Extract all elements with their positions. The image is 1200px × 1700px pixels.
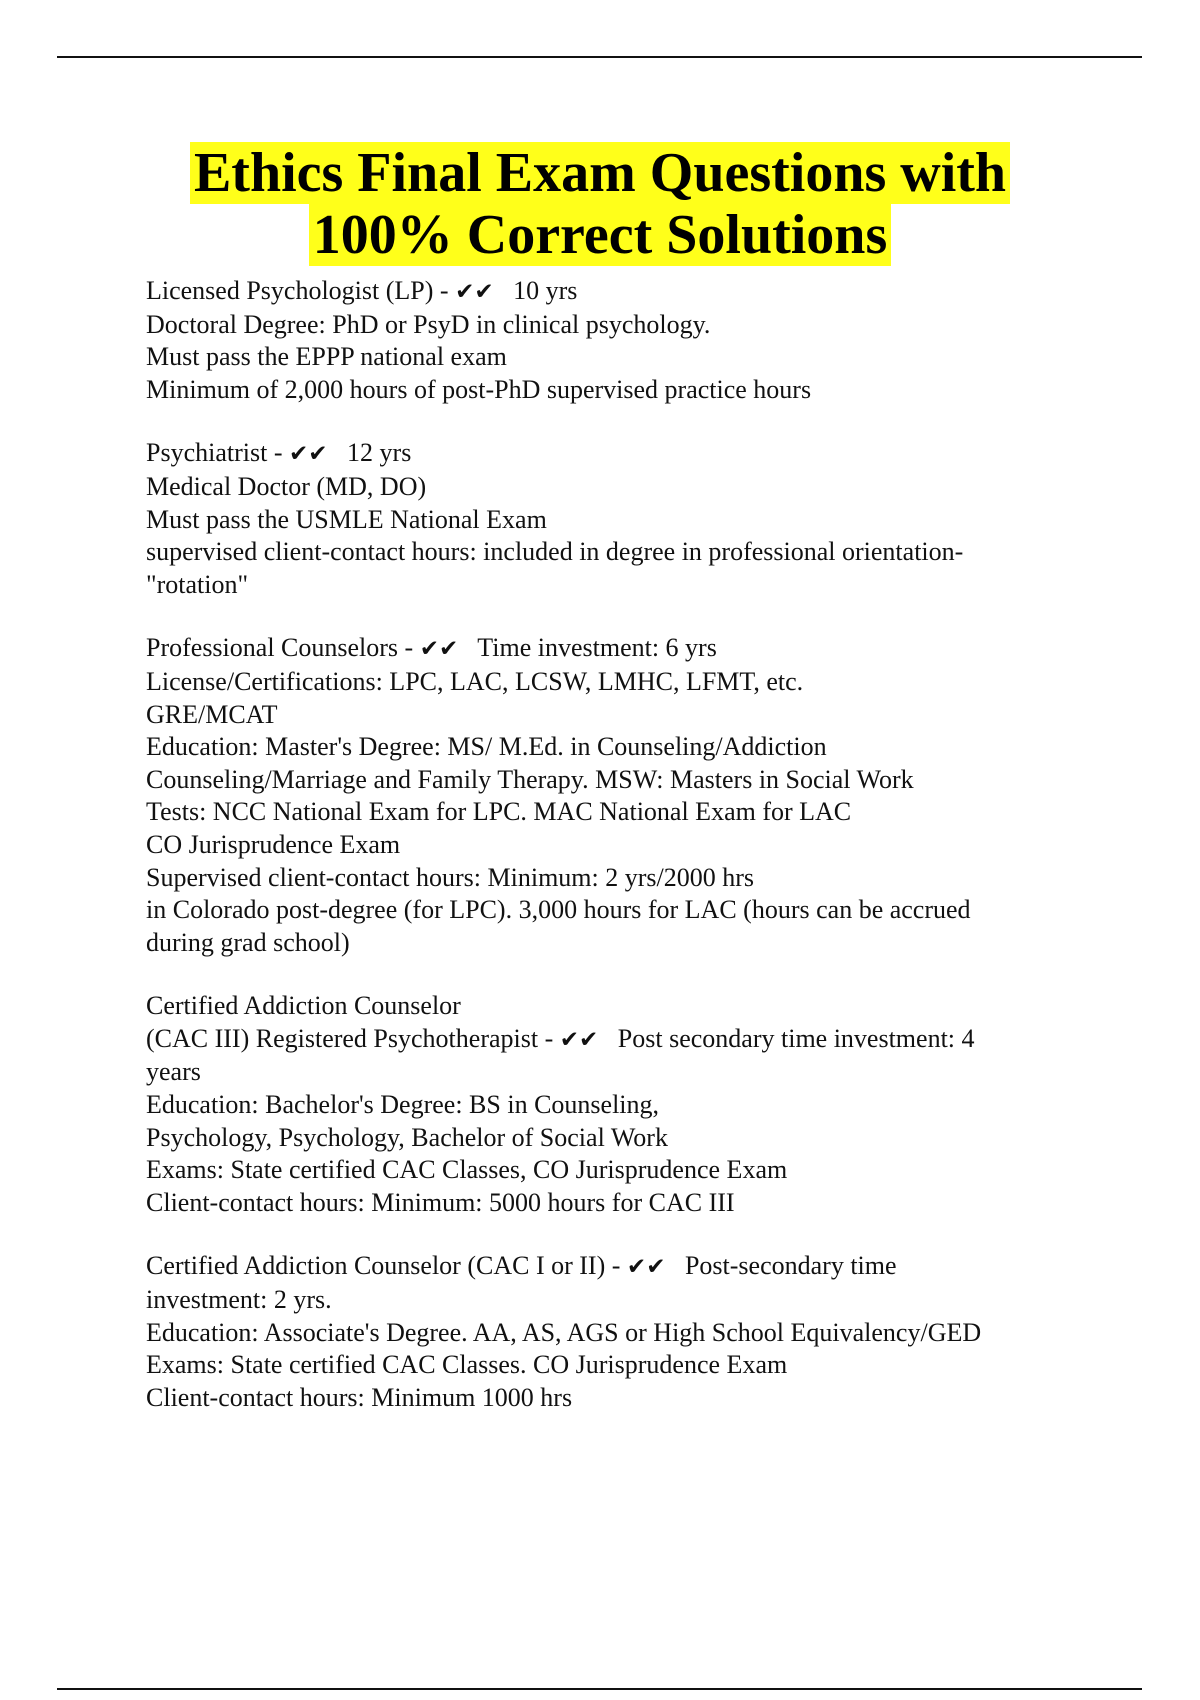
answer-line: Education: Associate's Degree. AA, AS, AGS or High School Equivalency/GED bbox=[146, 1317, 982, 1347]
answer-line: Education: Bachelor's Degree: BS in Counseling, bbox=[146, 1090, 660, 1120]
answer-line: "rotation" bbox=[146, 569, 249, 599]
answer-line: GRE/MCAT bbox=[146, 699, 278, 729]
answer-line: Psychology, Psychology, Bachelor of Social Work bbox=[146, 1122, 668, 1152]
document-title bbox=[0, 142, 1200, 266]
answer-line: Client-contact hours: Minimum: 5000 hours for CAC III bbox=[146, 1187, 735, 1217]
answer-line: investment: 2 yrs. bbox=[146, 1285, 332, 1315]
answer-line: during grad school) bbox=[146, 927, 350, 957]
checkmark-icon: ✔✔ bbox=[626, 1254, 666, 1281]
answer-line: Exams: State certified CAC Classes, CO Jurisprudence Exam bbox=[146, 1155, 788, 1185]
answer-text: 10 yrs bbox=[513, 276, 578, 305]
checkmark-icon: ✔✔ bbox=[559, 1026, 599, 1053]
answer-line: CO Jurisprudence Exam bbox=[146, 829, 401, 859]
answer-line: Must pass the EPPP national exam bbox=[146, 342, 507, 372]
bottom-rule bbox=[57, 1688, 1142, 1690]
question-line bbox=[146, 275, 1066, 309]
qa-entry bbox=[146, 1250, 1066, 1414]
question-text: Psychiatrist - bbox=[146, 438, 289, 468]
answer-line: supervised client-contact hours: included in degree in professional orientation- bbox=[146, 537, 964, 567]
answer-line: Doctoral Degree: PhD or PsyD in clinical psychology. bbox=[146, 309, 711, 339]
question-line bbox=[146, 632, 1066, 666]
answer-line: in Colorado post-degree (for LPC). 3,000 hours for LAC (hours can be accrued bbox=[146, 895, 971, 925]
qa-entry bbox=[146, 275, 1066, 406]
answer-line: License/Certifications: LPC, LAC, LCSW, LMHC, LFMT, etc. bbox=[146, 666, 804, 696]
qa-entry bbox=[146, 632, 1066, 959]
answer-text: Post secondary time investment: 4 bbox=[617, 1023, 975, 1053]
qa-entry bbox=[146, 437, 1066, 601]
question-line bbox=[146, 1023, 1066, 1057]
answer-text: Time investment: 6 yrs bbox=[477, 633, 717, 663]
checkmark-icon: ✔✔ bbox=[455, 279, 494, 305]
answer-line: years bbox=[146, 1057, 201, 1087]
answer-text: 12 yrs bbox=[347, 438, 412, 468]
checkmark-icon: ✔✔ bbox=[419, 636, 459, 663]
answer-line: Supervised client-contact hours: Minimum: 2 yrs/2000 hrs bbox=[146, 862, 755, 892]
answer-line: Must pass the USMLE National Exam bbox=[146, 504, 547, 534]
answer-line: Education: Master's Degree: MS/ M.Ed. in Counseling/Addiction bbox=[146, 732, 827, 762]
title-line-2: 100% Correct Solutions bbox=[309, 204, 892, 266]
answer-line: Exams: State certified CAC Classes. CO Jurisprudence Exam bbox=[146, 1350, 788, 1380]
question-line bbox=[146, 1250, 1066, 1284]
top-rule bbox=[57, 56, 1142, 58]
answer-line: Counseling/Marriage and Family Therapy. MSW: Masters in Social Work bbox=[146, 764, 914, 794]
question-text: (CAC III) Registered Psychotherapist - bbox=[146, 1023, 560, 1053]
question-text: Professional Counselors - bbox=[146, 633, 420, 663]
answer-line: Tests: NCC National Exam for LPC. MAC National Exam for LAC bbox=[146, 797, 852, 827]
title-line-1: Ethics Final Exam Questions with bbox=[190, 142, 1010, 204]
checkmark-icon: ✔✔ bbox=[289, 441, 328, 468]
question-pre-line: Certified Addiction Counselor bbox=[146, 991, 461, 1021]
qa-entry bbox=[146, 990, 1066, 1219]
question-text: Licensed Psychologist (LP) - bbox=[146, 276, 456, 305]
answer-line: Client-contact hours: Minimum 1000 hrs bbox=[146, 1382, 573, 1412]
answer-line: Minimum of 2,000 hours of post-PhD supervised practice hours bbox=[146, 374, 812, 404]
document-body bbox=[146, 275, 1066, 1445]
answer-line: Medical Doctor (MD, DO) bbox=[146, 471, 427, 501]
answer-text: Post-secondary time bbox=[684, 1251, 897, 1281]
question-text: Certified Addiction Counselor (CAC I or II) - bbox=[146, 1251, 627, 1281]
question-line bbox=[146, 437, 1066, 471]
